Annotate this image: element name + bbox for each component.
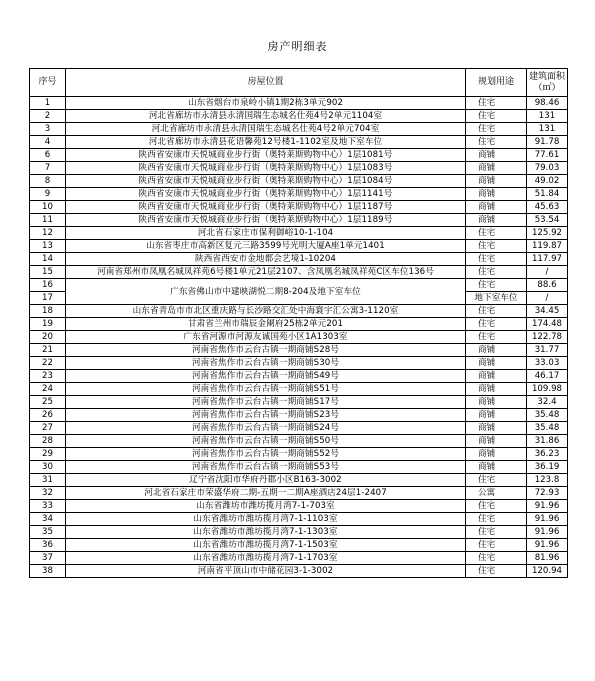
cell-area: 131 (527, 110, 568, 123)
cell-area: 72.93 (527, 487, 568, 500)
cell-area: 34.45 (527, 305, 568, 318)
cell-location: 河北省石家庄市保利御峪10-1-104 (66, 227, 466, 240)
cell-location: 广东省河源市河源友诚国苑小区1A1303室 (66, 331, 466, 344)
cell-usage: 商铺 (466, 201, 527, 214)
table-row (30, 162, 568, 175)
property-table (29, 68, 568, 578)
table-row (30, 500, 568, 513)
cell-usage: 商铺 (466, 175, 527, 188)
header-usage: 规划用途 (466, 69, 527, 97)
cell-usage: 住宅 (466, 565, 527, 578)
table-row (30, 188, 568, 201)
table-row (30, 552, 568, 565)
table-row (30, 513, 568, 526)
cell-no: 15 (30, 266, 66, 279)
cell-usage: 商铺 (466, 188, 527, 201)
cell-location: 河北省廊坊市永清县花语馨苑12号楼1-1102室及地下室车位 (66, 136, 466, 149)
cell-no: 38 (30, 565, 66, 578)
table-row (30, 175, 568, 188)
cell-area: 91.78 (527, 136, 568, 149)
table-row (30, 357, 568, 370)
table-row (30, 253, 568, 266)
table-row (30, 201, 568, 214)
cell-area: / (527, 266, 568, 279)
header-area (527, 69, 568, 97)
cell-area: 79.03 (527, 162, 568, 175)
cell-location: 广东省佛山市中建映湖悦二期8-204及地下室车位 (66, 279, 466, 305)
cell-area: 91.96 (527, 513, 568, 526)
table-row (30, 123, 568, 136)
cell-area: 91.96 (527, 539, 568, 552)
cell-usage: 住宅 (466, 474, 527, 487)
cell-area: 53.54 (527, 214, 568, 227)
cell-usage: 商铺 (466, 422, 527, 435)
cell-no: 7 (30, 162, 66, 175)
cell-no: 37 (30, 552, 66, 565)
table-row (30, 149, 568, 162)
cell-location: 河南省平顶山市中储花园3-1-3002 (66, 565, 466, 578)
cell-area: 32.4 (527, 396, 568, 409)
cell-no: 6 (30, 149, 66, 162)
cell-usage: 地下室车位 (466, 292, 527, 305)
cell-no: 8 (30, 175, 66, 188)
cell-area: 120.94 (527, 565, 568, 578)
cell-location: 河北省廊坊市永清县永清国瑞生态城名仕苑4号2单元1104室 (66, 110, 466, 123)
cell-usage: 商铺 (466, 370, 527, 383)
cell-no: 16 (30, 279, 66, 292)
cell-area: 117.97 (527, 253, 568, 266)
cell-no: 33 (30, 500, 66, 513)
table-row (30, 110, 568, 123)
cell-location: 河南省焦作市云台古镇一期商铺S24号 (66, 422, 466, 435)
cell-location: 陕西省安康市天悦城商业步行街（奥特莱斯购物中心）1层1083号 (66, 162, 466, 175)
cell-no: 28 (30, 435, 66, 448)
table-row (30, 279, 568, 292)
cell-area: 36.23 (527, 448, 568, 461)
cell-no: 21 (30, 344, 66, 357)
table-row (30, 448, 568, 461)
cell-usage: 商铺 (466, 162, 527, 175)
cell-location: 河南省焦作市云台古镇一期商铺S30号 (66, 357, 466, 370)
cell-location: 辽宁省沈阳市华府丹郡小区B163-3002 (66, 474, 466, 487)
cell-usage: 住宅 (466, 227, 527, 240)
cell-no: 10 (30, 201, 66, 214)
cell-area: 77.61 (527, 149, 568, 162)
cell-area: 119.87 (527, 240, 568, 253)
cell-usage: 商铺 (466, 149, 527, 162)
cell-area: 81.96 (527, 552, 568, 565)
table-row (30, 487, 568, 500)
cell-location: 河南省焦作市云台古镇一期商铺S52号 (66, 448, 466, 461)
cell-usage: 商铺 (466, 357, 527, 370)
cell-no: 36 (30, 539, 66, 552)
cell-usage: 住宅 (466, 552, 527, 565)
cell-area: 35.48 (527, 409, 568, 422)
cell-location: 河北省石家庄市荣盛华府二期-五期一二期A座酒店24层1-2407 (66, 487, 466, 500)
cell-no: 19 (30, 318, 66, 331)
table-row (30, 461, 568, 474)
table-body (30, 97, 568, 578)
header-area-line1: 建筑面积 (528, 71, 565, 82)
cell-location: 山东省潍坊市潍坊揽月湾7-1-1503室 (66, 539, 466, 552)
cell-location: 山东省潍坊市潍坊揽月湾7-1-703室 (66, 500, 466, 513)
cell-usage: 商铺 (466, 435, 527, 448)
cell-area: 125.92 (527, 227, 568, 240)
cell-area: 131 (527, 123, 568, 136)
cell-no: 22 (30, 357, 66, 370)
cell-no: 25 (30, 396, 66, 409)
cell-no: 18 (30, 305, 66, 318)
cell-location: 陕西省安康市天悦城商业步行街（奥特莱斯购物中心）1层1081号 (66, 149, 466, 162)
cell-usage: 商铺 (466, 344, 527, 357)
cell-area: 98.46 (527, 97, 568, 110)
cell-area: 31.77 (527, 344, 568, 357)
cell-usage: 商铺 (466, 396, 527, 409)
cell-usage: 住宅 (466, 97, 527, 110)
table-row (30, 396, 568, 409)
cell-usage: 住宅 (466, 136, 527, 149)
cell-no: 32 (30, 487, 66, 500)
page-title: 房产明细表 (267, 40, 328, 53)
cell-area: 51.84 (527, 188, 568, 201)
cell-usage: 住宅 (466, 539, 527, 552)
cell-area: 45.63 (527, 201, 568, 214)
cell-area: 49.02 (527, 175, 568, 188)
cell-no: 27 (30, 422, 66, 435)
cell-usage: 住宅 (466, 110, 527, 123)
cell-area: 174.48 (527, 318, 568, 331)
table-row (30, 266, 568, 279)
cell-location: 陕西省安康市天悦城商业步行街（奥特莱斯购物中心）1层1141号 (66, 188, 466, 201)
cell-usage: 商铺 (466, 409, 527, 422)
cell-usage: 商铺 (466, 383, 527, 396)
table-row (30, 409, 568, 422)
cell-no: 26 (30, 409, 66, 422)
cell-no: 17 (30, 292, 66, 305)
table-row (30, 474, 568, 487)
cell-area: 88.6 (527, 279, 568, 292)
cell-no: 1 (30, 97, 66, 110)
cell-area: 46.17 (527, 370, 568, 383)
cell-location: 河南省郑州市凤凰名城凤祥苑6号楼1单元21层2107、含凤凰名城凤祥苑C区车位136号 (66, 266, 466, 279)
cell-area: 123.8 (527, 474, 568, 487)
cell-area: 33.03 (527, 357, 568, 370)
cell-area: 36.19 (527, 461, 568, 474)
cell-usage: 住宅 (466, 526, 527, 539)
table-row (30, 214, 568, 227)
cell-area: / (527, 292, 568, 305)
cell-location: 河南省焦作市云台古镇一期商铺S51号 (66, 383, 466, 396)
table-row (30, 526, 568, 539)
cell-no: 20 (30, 331, 66, 344)
cell-usage: 商铺 (466, 214, 527, 227)
cell-no: 23 (30, 370, 66, 383)
cell-location: 河南省焦作市云台古镇一期商铺S53号 (66, 461, 466, 474)
cell-location: 陕西省西安市金地都会艺境1-10204 (66, 253, 466, 266)
table-row (30, 539, 568, 552)
table-row (30, 383, 568, 396)
table-row (30, 318, 568, 331)
table-row (30, 565, 568, 578)
table-row (30, 344, 568, 357)
table-row (30, 370, 568, 383)
cell-area: 35.48 (527, 422, 568, 435)
cell-area: 109.98 (527, 383, 568, 396)
cell-location: 山东省潍坊市潍坊揽月湾7-1-1103室 (66, 513, 466, 526)
table-row (30, 422, 568, 435)
cell-no: 11 (30, 214, 66, 227)
table-row (30, 227, 568, 240)
cell-no: 13 (30, 240, 66, 253)
cell-no: 12 (30, 227, 66, 240)
table-row (30, 435, 568, 448)
cell-location: 河北省廊坊市永清县永清国瑞生态城名仕苑4号2单元704室 (66, 123, 466, 136)
cell-usage: 住宅 (466, 240, 527, 253)
cell-location: 河南省焦作市云台古镇一期商铺S50号 (66, 435, 466, 448)
header-no: 序号 (30, 69, 66, 97)
cell-usage: 公寓 (466, 487, 527, 500)
table-row (30, 240, 568, 253)
cell-no: 34 (30, 513, 66, 526)
cell-usage: 住宅 (466, 331, 527, 344)
cell-location: 陕西省安康市天悦城商业步行街（奥特莱斯购物中心）1层1187号 (66, 201, 466, 214)
cell-location: 河南省焦作市云台古镇一期商铺S49号 (66, 370, 466, 383)
cell-no: 30 (30, 461, 66, 474)
cell-no: 31 (30, 474, 66, 487)
cell-usage: 住宅 (466, 305, 527, 318)
cell-area: 91.96 (527, 526, 568, 539)
cell-no: 4 (30, 136, 66, 149)
cell-location: 河南省焦作市云台古镇一期商铺S17号 (66, 396, 466, 409)
cell-usage: 住宅 (466, 266, 527, 279)
cell-area: 91.96 (527, 500, 568, 513)
cell-usage: 住宅 (466, 500, 527, 513)
cell-no: 24 (30, 383, 66, 396)
cell-location: 山东省烟台市泉岭小镇1期2栋3单元902 (66, 97, 466, 110)
cell-no: 29 (30, 448, 66, 461)
cell-location: 山东省青岛市市北区重庆路与长沙路交汇处中海寰宇汇公寓3-1120室 (66, 305, 466, 318)
cell-location: 甘肃省兰州市瑞辰金阑府25栋2单元201 (66, 318, 466, 331)
cell-usage: 商铺 (466, 448, 527, 461)
cell-usage: 住宅 (466, 253, 527, 266)
header-area-line2: （㎡） (533, 82, 561, 93)
cell-usage: 住宅 (466, 513, 527, 526)
cell-area: 122.78 (527, 331, 568, 344)
cell-location: 山东省潍坊市潍坊揽月湾7-1-1703室 (66, 552, 466, 565)
table-row (30, 97, 568, 110)
cell-location: 山东省潍坊市潍坊揽月湾7-1-1303室 (66, 526, 466, 539)
table-row (30, 136, 568, 149)
cell-no: 2 (30, 110, 66, 123)
cell-usage: 住宅 (466, 279, 527, 292)
cell-no: 3 (30, 123, 66, 136)
table-row (30, 305, 568, 318)
header-row (30, 69, 568, 97)
cell-usage: 住宅 (466, 318, 527, 331)
header-location: 房屋位置 (66, 69, 466, 97)
cell-location: 河南省焦作市云台古镇一期商铺S23号 (66, 409, 466, 422)
cell-no: 14 (30, 253, 66, 266)
table-row (30, 331, 568, 344)
cell-location: 河南省焦作市云台古镇一期商铺S28号 (66, 344, 466, 357)
cell-location: 陕西省安康市天悦城商业步行街（奥特莱斯购物中心）1层1189号 (66, 214, 466, 227)
cell-usage: 住宅 (466, 123, 527, 136)
cell-location: 山东省枣庄市高新区复元三路3599号光明大厦A座1单元1401 (66, 240, 466, 253)
cell-no: 35 (30, 526, 66, 539)
cell-no: 9 (30, 188, 66, 201)
cell-location: 陕西省安康市天悦城商业步行街（奥特莱斯购物中心）1层1084号 (66, 175, 466, 188)
cell-usage: 商铺 (466, 461, 527, 474)
cell-area: 31.86 (527, 435, 568, 448)
